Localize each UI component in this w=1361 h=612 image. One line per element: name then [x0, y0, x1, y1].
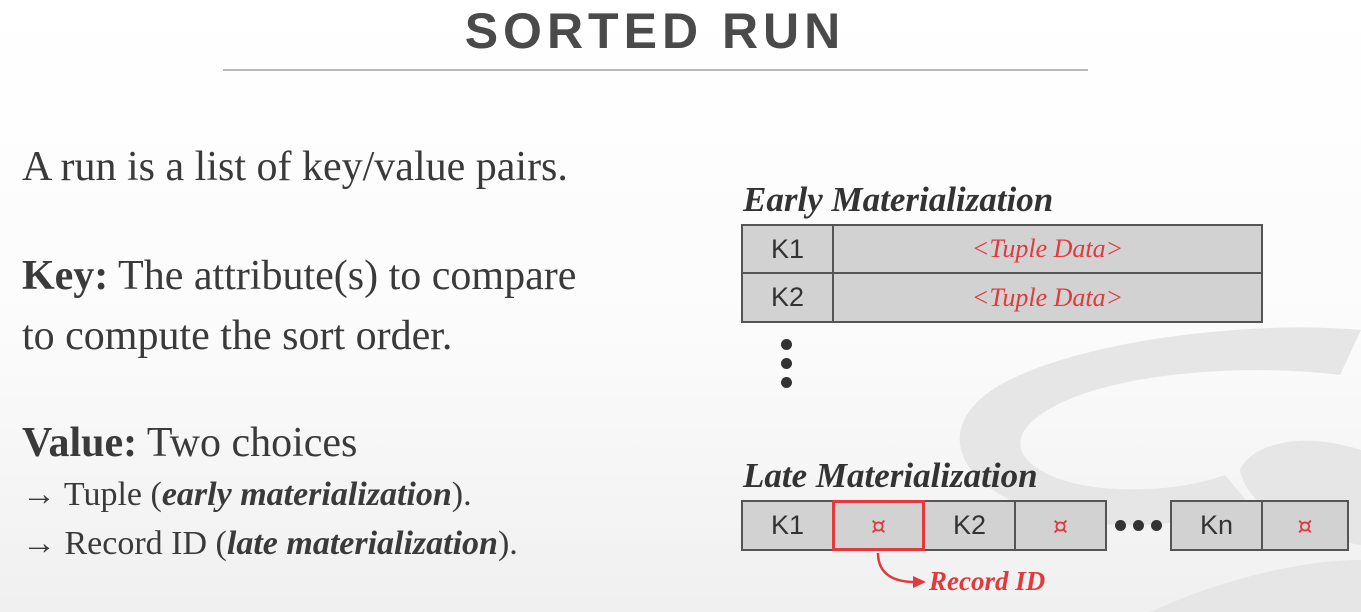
late-key-cell: K1: [741, 500, 834, 551]
choice-tuple: → Tuple (early materialization).: [22, 476, 472, 513]
intro-text: A run is a list of key/value pairs.: [22, 144, 568, 190]
choice-emphasis: late materialization: [226, 525, 498, 562]
choice-record-id: → Record ID (late materialization).: [22, 525, 518, 562]
arrow-icon: →: [22, 525, 56, 562]
late-pointer-cell: ¤: [832, 500, 925, 551]
value-text: Two choices: [146, 420, 358, 466]
record-id-label: Record ID: [929, 566, 1046, 596]
slide-title: SORTED RUN: [464, 3, 846, 59]
late-pointer-cell: ¤: [1261, 500, 1349, 551]
late-materialization-label: Late Materialization: [743, 456, 1038, 495]
early-key-cell: K1: [741, 224, 834, 274]
late-key-cell: Kn: [1170, 500, 1263, 551]
late-key-cell: K2: [923, 500, 1016, 551]
value-label: Value:: [22, 420, 138, 466]
late-pointer-cell: ¤: [1014, 500, 1107, 551]
arrow-icon: →: [22, 476, 56, 513]
early-tuple-cell: <Tuple Data>: [832, 272, 1263, 323]
key-label: Key:: [22, 253, 109, 299]
choice-emphasis: early materialization: [161, 476, 452, 513]
early-materialization-label: Early Materialization: [743, 180, 1054, 219]
early-key-cell: K2: [741, 272, 834, 323]
key-line1: The attribute(s) to compare: [118, 253, 577, 299]
early-tuple-cell: <Tuple Data>: [832, 224, 1263, 274]
key-line2: to compute the sort order.: [22, 313, 453, 359]
